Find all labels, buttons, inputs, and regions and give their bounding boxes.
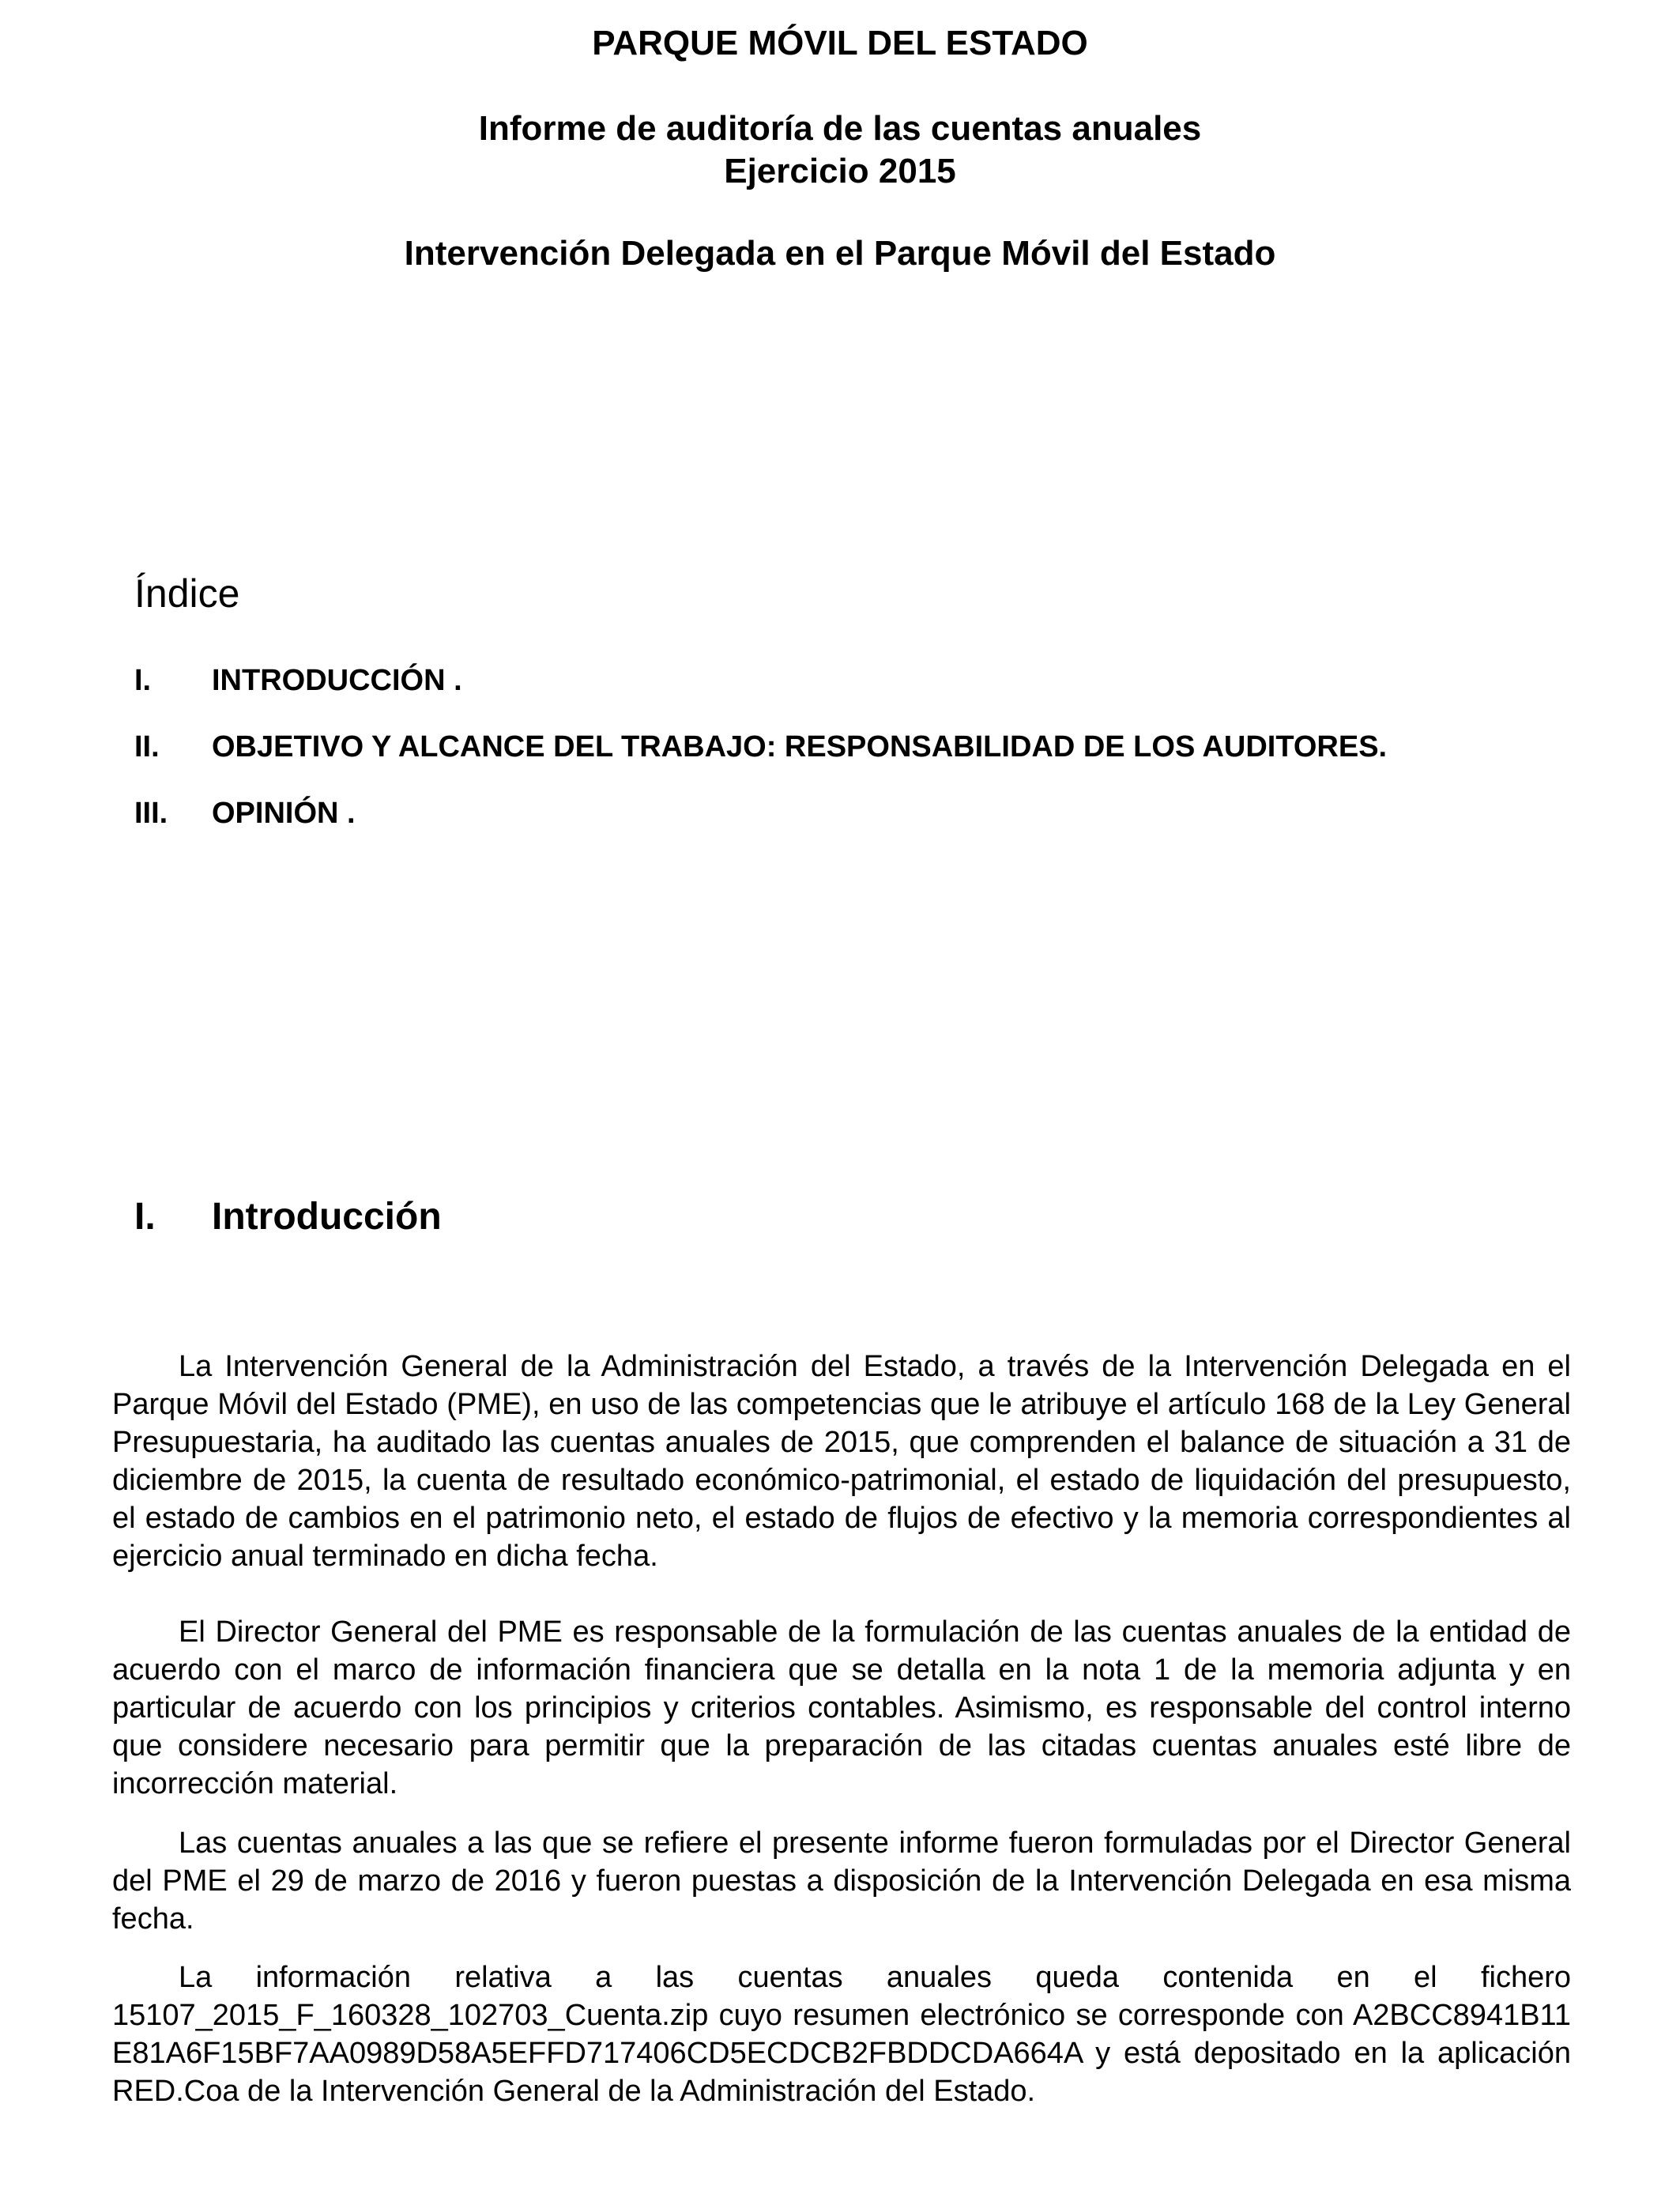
toc-item-number: III. [134,797,168,830]
toc-item-number: I. [134,664,152,697]
paragraph-4 [112,1958,1571,2110]
section-number: I. [134,1196,156,1238]
paragraph-4-text-a: La información relativa a las cuentas anuales queda contenida en el fichero 15107_2015_F_160328_102703_Cuenta.zip cuyo resumen electrónico se corresponde con [112,1961,1571,2032]
index-heading: Índice [134,571,240,616]
paragraph-1: La Intervención General de la Administración del Estado, a través de la Intervención Delegada en el Parque Móvil del Estado (PME), en uso de las competencias que le atribuye el artículo 168 de la Ley General Presupuestaria, ha auditado las cuentas anuales de 2015, que comprenden el balance de situación a 31 de diciembre de 2015, la cuenta de resultado económico-patrimonial, el estado de liquidación del presupuesto, el estado de cambios en el patrimonio neto, el estado de flujos de efectivo y la memoria correspondientes al ejercicio anual terminado en dicha fecha. [112,1350,1571,1573]
org-title: PARQUE MÓVIL DEL ESTADO [592,24,1088,62]
toc-item-number: II. [134,730,160,763]
toc-item-label: OBJETIVO Y ALCANCE DEL TRABAJO: RESPONSABILIDAD DE LOS AUDITORES. [212,730,1388,763]
paragraph-3: Las cuentas anuales a las que se refiere el presente informe fueron formuladas por el Director General del PME el 29 de marzo de 2016 y fueron puestas a disposición de la Intervención Delegada en esa misma fecha. [112,1826,1571,1936]
report-title: Informe de auditoría de las cuentas anuales [478,109,1202,148]
paragraph-4-text-b: y está depositado en la aplicación RED.Coa de la Intervención General de la Administración del Estado. [112,2037,1572,2108]
paragraph-2: El Director General del PME es responsable de la formulación de las cuentas anuales de la entidad de acuerdo con el marco de información financiera que se detalla en la nota 1 de la memoria adjunta y en particular de acuerdo con los principios y criterios contables. Asimismo, es responsable del control interno que considere necesario para permitir que la preparación de las citadas cuentas anuales esté libre de incorrección material. [112,1615,1571,1800]
electronic-hash: A2BCC8941B11E81A6F15BF7AA0989D58A5EFFD717406CD5ECDCB2FBDDCDA664A [112,1999,1571,2070]
toc-item-label: INTRODUCCIÓN . [212,664,462,697]
fiscal-year: Ejercicio 2015 [724,152,956,190]
toc-item-label: OPINIÓN . [212,797,356,830]
issuer-title: Intervención Delegada en el Parque Móvil del Estado [404,234,1276,273]
section-title: Introducción [212,1196,442,1238]
